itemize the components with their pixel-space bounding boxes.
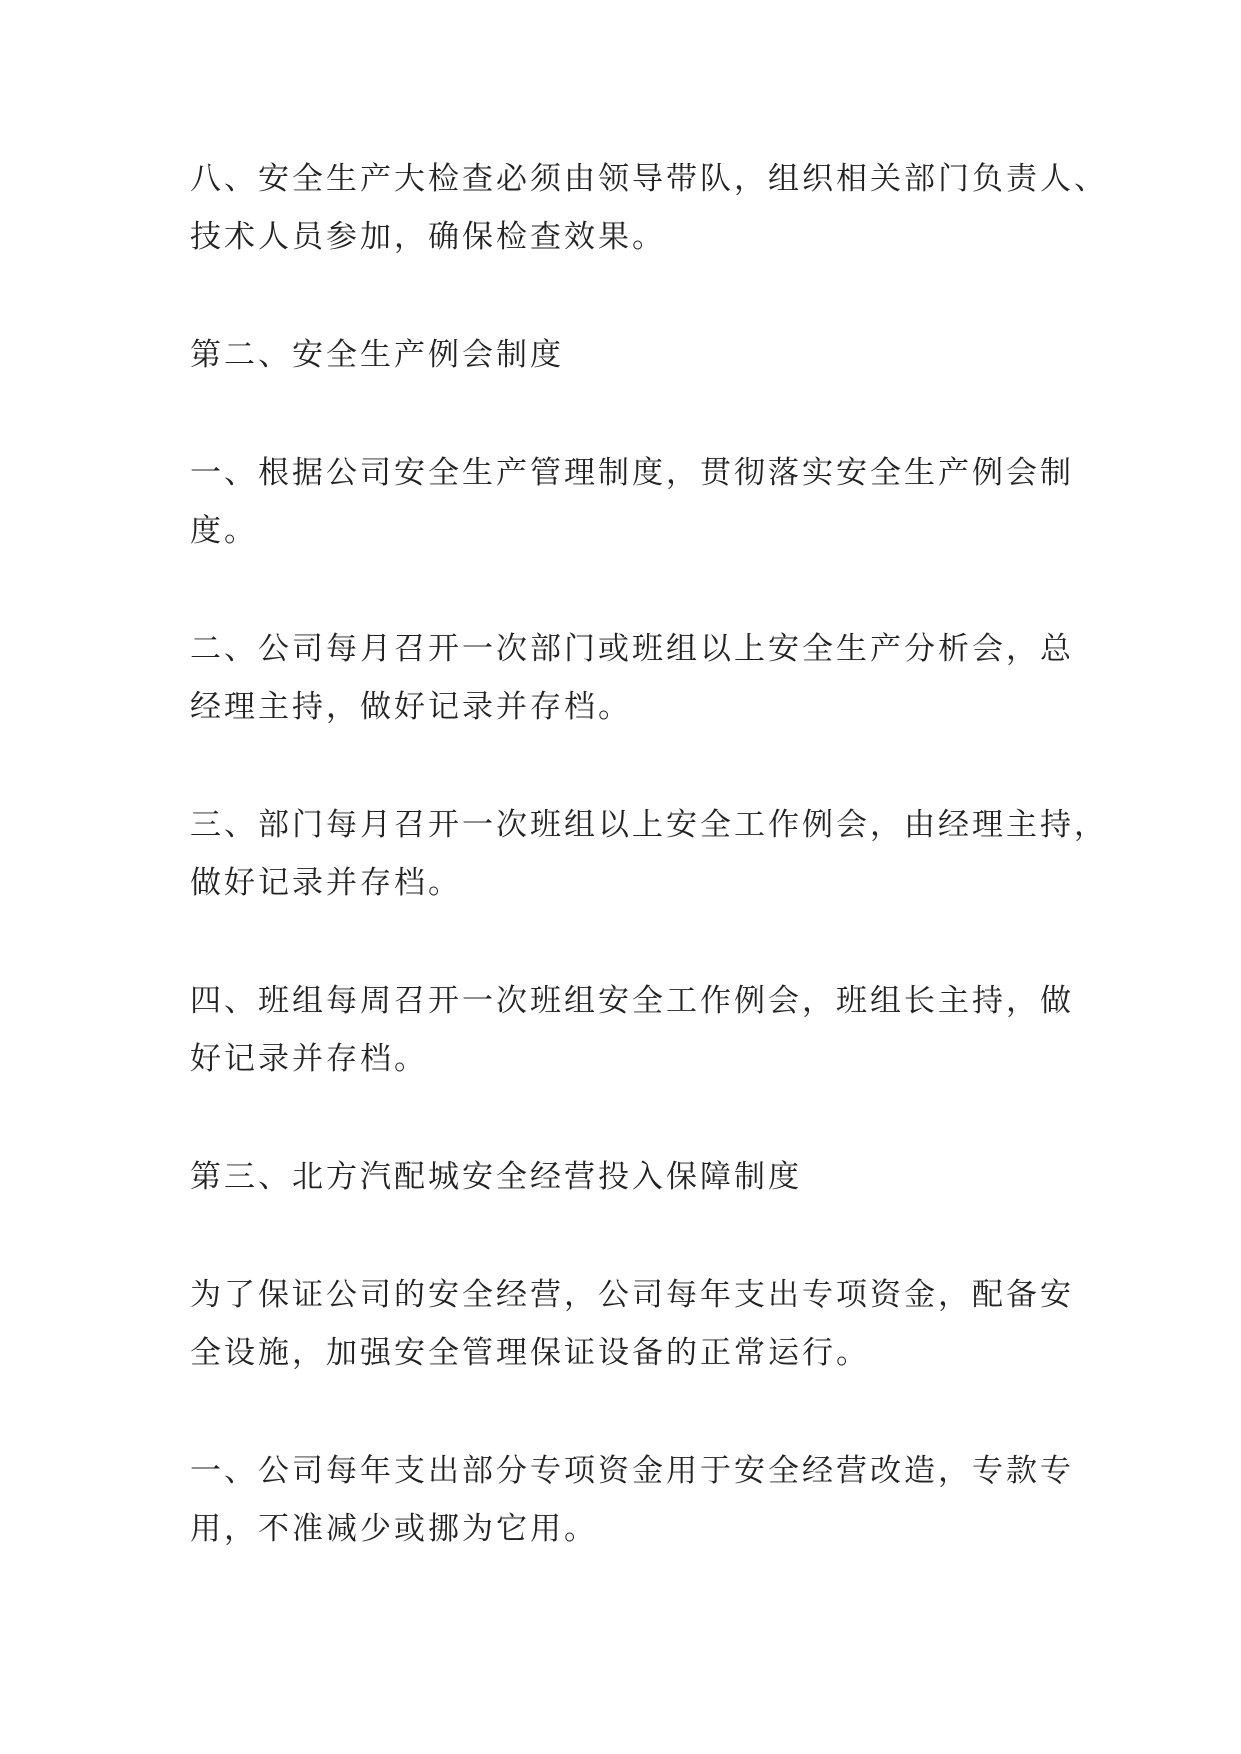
paragraph-s2-item-1	[190, 444, 1074, 560]
text-line: 四、班组每周召开一次班组安全工作例会，班组长主持，做	[190, 983, 1074, 1019]
paragraph-item-8	[190, 150, 1108, 266]
text-line: 经理主持，做好记录并存档。	[190, 689, 632, 725]
text-line: 用，不准减少或挪为它用。	[190, 1511, 598, 1547]
text-line: 为了保证公司的安全经营，公司每年支出专项资金，配备安	[190, 1277, 1074, 1313]
text-line: 度。	[190, 513, 258, 549]
heading-text: 第三、北方汽配城安全经营投入保障制度	[190, 1159, 802, 1195]
text-line: 一、根据公司安全生产管理制度，贯彻落实安全生产例会制	[190, 455, 1074, 491]
text-line: 好记录并存档。	[190, 1041, 428, 1077]
text-line: 技术人员参加，确保检查效果。	[190, 219, 666, 255]
paragraph-s3-item-1	[190, 1442, 1074, 1558]
text-line: 全设施，加强安全管理保证设备的正常运行。	[190, 1335, 870, 1371]
text-line: 一、公司每年支出部分专项资金用于安全经营改造，专款专	[190, 1453, 1074, 1489]
text-line: 八、安全生产大检查必须由领导带队，组织相关部门负责人、	[190, 161, 1108, 197]
text-line: 做好记录并存档。	[190, 865, 462, 901]
paragraph-s3-intro	[190, 1266, 1074, 1382]
text-line: 三、部门每月召开一次班组以上安全工作例会，由经理主持，	[190, 807, 1108, 843]
paragraph-s2-item-4	[190, 972, 1074, 1088]
paragraph-s2-item-3	[190, 796, 1108, 912]
paragraph-s2-item-2	[190, 620, 1074, 736]
section-heading-2	[190, 326, 1052, 384]
text-line: 二、公司每月召开一次部门或班组以上安全生产分析会，总	[190, 631, 1074, 667]
section-heading-3	[190, 1148, 1052, 1206]
document-page	[190, 150, 1108, 1618]
heading-text: 第二、安全生产例会制度	[190, 337, 564, 373]
